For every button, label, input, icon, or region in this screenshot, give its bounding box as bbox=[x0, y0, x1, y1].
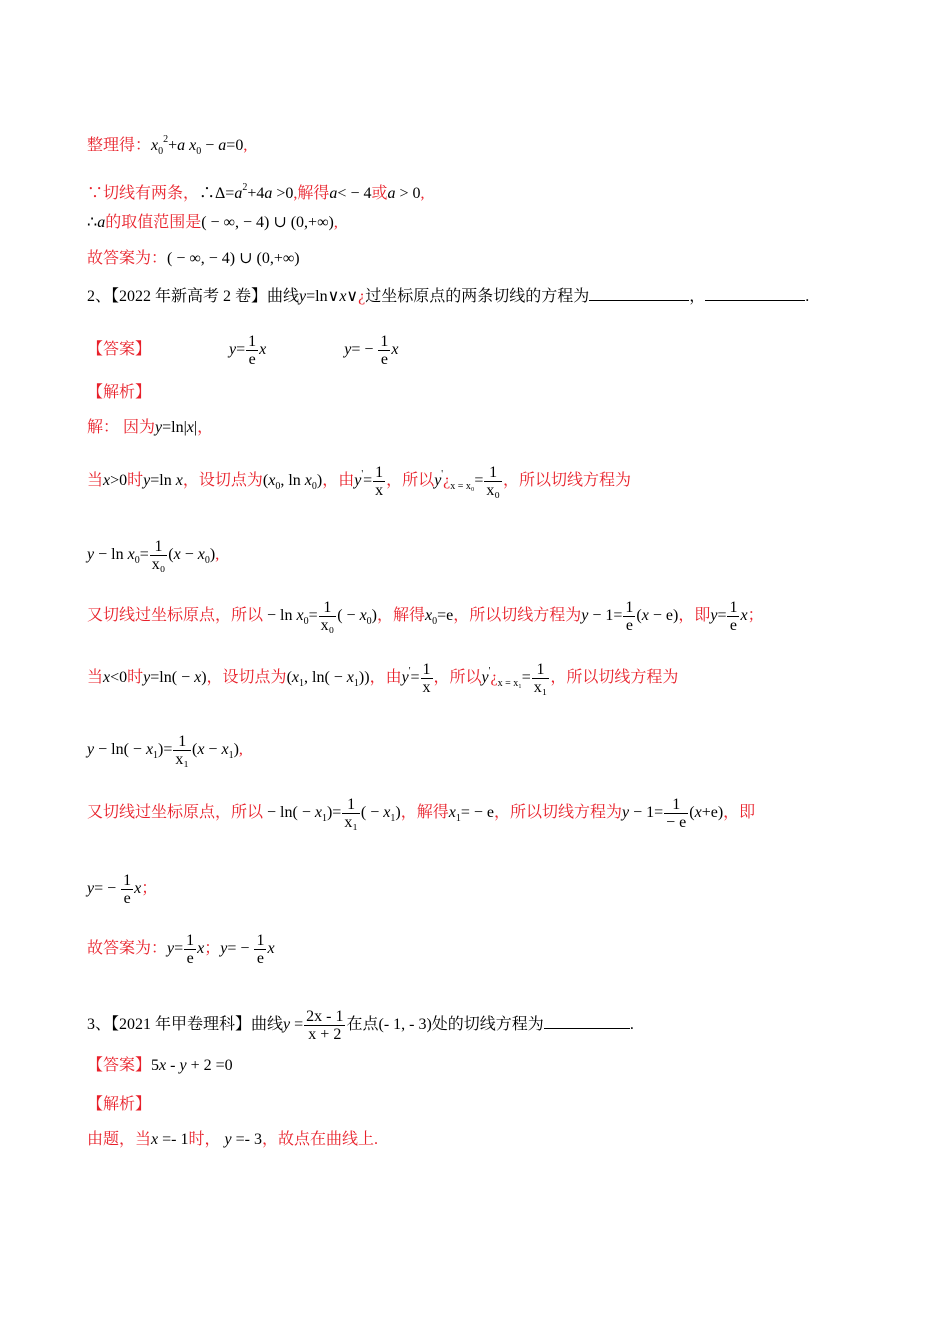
text-line bbox=[87, 1128, 378, 1152]
red-text: 又切线过坐标原点，所以 bbox=[87, 607, 264, 625]
red-text: ； bbox=[141, 880, 158, 898]
math-variable: x bbox=[267, 940, 275, 958]
subscript: 1 bbox=[153, 750, 159, 762]
math-variable: y bbox=[283, 1016, 291, 1034]
text-line bbox=[87, 1093, 151, 1117]
math-text: ， bbox=[689, 288, 706, 305]
math-variable: x bbox=[425, 607, 433, 625]
red-text: ¿ bbox=[490, 669, 498, 686]
math-variable: a x bbox=[177, 137, 197, 154]
math-text: =ln( − bbox=[150, 669, 195, 686]
subscript: 1 bbox=[390, 813, 396, 825]
math-variable: a bbox=[218, 137, 227, 154]
math-variable: y bbox=[87, 741, 95, 759]
numerator: 1 bbox=[173, 733, 191, 751]
red-text: ，解得 bbox=[400, 804, 449, 822]
math-text: ∴Δ= bbox=[199, 185, 235, 202]
text-line bbox=[87, 333, 399, 368]
red-text: 【答案】 bbox=[87, 1057, 152, 1074]
denominator: e bbox=[256, 950, 264, 967]
math-text: ) bbox=[209, 546, 216, 564]
fraction bbox=[150, 538, 168, 573]
math-variable: x bbox=[186, 419, 194, 436]
denominator: e bbox=[123, 890, 131, 907]
superscript: 2 bbox=[242, 182, 248, 193]
math-text: − ln( − bbox=[94, 741, 146, 759]
math-text: | bbox=[193, 419, 198, 436]
answer-blank bbox=[589, 286, 689, 301]
math-variable: x bbox=[268, 472, 276, 489]
math-variable: y bbox=[87, 880, 95, 898]
numerator: 1 bbox=[248, 333, 257, 350]
math-text: − bbox=[201, 137, 219, 154]
numerator: 2x - 1 bbox=[306, 1008, 344, 1025]
red-text: ，即 bbox=[723, 804, 756, 822]
math-variable: x bbox=[304, 472, 312, 489]
math-variable: y bbox=[155, 419, 163, 436]
denominator: x₀ bbox=[486, 481, 500, 499]
answer-blank bbox=[544, 1014, 630, 1029]
denominator: x₀ bbox=[151, 556, 166, 573]
numerator: 1 bbox=[532, 661, 550, 679]
text-line bbox=[87, 211, 338, 235]
fraction bbox=[246, 333, 258, 368]
fraction bbox=[173, 733, 191, 768]
math-text: =ln| bbox=[162, 419, 187, 436]
math-text: +4 bbox=[247, 185, 265, 202]
math-text: − 1= bbox=[588, 607, 623, 625]
math-variable: x bbox=[197, 741, 205, 759]
math-text: = bbox=[521, 669, 531, 686]
red-text: ； bbox=[747, 607, 764, 625]
superscript: ' bbox=[441, 469, 444, 480]
numerator: 1 bbox=[150, 538, 168, 556]
subscript: 1 bbox=[299, 678, 304, 689]
fraction bbox=[184, 932, 196, 967]
denominator: e bbox=[248, 351, 256, 368]
numerator: 1 bbox=[625, 599, 634, 616]
red-text: , bbox=[420, 185, 425, 202]
math-variable: y bbox=[167, 940, 175, 958]
math-variable: x bbox=[127, 546, 135, 564]
math-text: ( bbox=[636, 607, 642, 625]
math-variable: y bbox=[344, 341, 352, 359]
math-text: ∴ bbox=[87, 214, 98, 231]
math-text: − 1= bbox=[629, 804, 664, 822]
math-text: = bbox=[474, 472, 484, 489]
numerator: 1 bbox=[375, 463, 384, 481]
math-variable: y bbox=[710, 607, 718, 625]
math-text: =ln bbox=[150, 472, 176, 489]
subscript: 1 bbox=[353, 678, 359, 689]
math-text: ) bbox=[201, 669, 207, 686]
math-text: ( − ∞, − 4) ∪ (0,+∞) bbox=[201, 214, 334, 231]
red-text: ，所以切线方程为 bbox=[502, 472, 631, 489]
math-variable: y bbox=[87, 546, 95, 564]
math-variable: x bbox=[448, 804, 456, 822]
math-text: 在点(- 1, - 3)处的切线方程为 bbox=[346, 1016, 544, 1034]
math-variable: y bbox=[581, 607, 589, 625]
red-text: , bbox=[238, 741, 243, 759]
math-text: ( bbox=[286, 669, 292, 686]
math-text: = − bbox=[94, 880, 121, 898]
red-text: 或 bbox=[371, 185, 388, 202]
fraction bbox=[378, 333, 390, 368]
math-variable: x bbox=[197, 546, 205, 564]
text-line bbox=[87, 176, 425, 200]
red-text: 由题，当 bbox=[87, 1131, 152, 1148]
fraction bbox=[121, 872, 133, 907]
red-text: 解： 因为 bbox=[87, 419, 156, 436]
math-variable: x bbox=[391, 341, 399, 359]
text-line bbox=[87, 872, 158, 907]
text-line bbox=[87, 796, 756, 831]
numerator: 1 bbox=[484, 464, 502, 482]
denominator: x bbox=[375, 481, 384, 499]
math-text: = bbox=[174, 940, 184, 958]
math-variable: y bbox=[143, 472, 151, 489]
denominator: x + 2 bbox=[308, 1026, 342, 1043]
math-variable: x bbox=[134, 880, 142, 898]
math-text: < − 4 bbox=[337, 185, 372, 202]
math-variable: a bbox=[264, 185, 273, 202]
red-text: ，由 bbox=[369, 669, 402, 686]
math-variable: x bbox=[197, 940, 205, 958]
math-text: )= bbox=[158, 741, 173, 759]
math-text: . bbox=[629, 1016, 634, 1034]
math-variable: x bbox=[259, 341, 267, 359]
math-text: )) bbox=[358, 669, 370, 686]
math-text: ) bbox=[371, 607, 377, 625]
red-text: ，设切点为 bbox=[206, 669, 287, 686]
math-text: − bbox=[180, 546, 198, 564]
math-text: 过坐标原点的两条切线的方程为 bbox=[365, 288, 590, 305]
subscript: 0 bbox=[303, 616, 309, 628]
math-text: =- 1 bbox=[158, 1131, 189, 1148]
math-variable: a bbox=[97, 214, 106, 231]
numerator: 1 bbox=[319, 599, 337, 617]
math-text: = bbox=[139, 546, 149, 564]
subscript: x = x₀ bbox=[450, 481, 475, 492]
text-line bbox=[87, 463, 631, 499]
red-text: ，即 bbox=[678, 607, 711, 625]
superscript: 2 bbox=[163, 134, 169, 145]
math-variable: y bbox=[434, 472, 442, 489]
math-text: =e bbox=[437, 607, 454, 625]
math-text: − e) bbox=[648, 607, 679, 625]
math-text: = bbox=[236, 341, 246, 359]
red-text: ，故点在曲线上. bbox=[261, 1131, 378, 1148]
numerator: 1 bbox=[186, 932, 195, 949]
subscript: 0 bbox=[311, 481, 317, 492]
math-text: = bbox=[410, 669, 420, 686]
math-variable: y bbox=[220, 940, 228, 958]
math-variable: y bbox=[179, 1057, 187, 1074]
denominator: e bbox=[729, 617, 738, 634]
answer-blank bbox=[705, 286, 805, 301]
text-line bbox=[87, 416, 213, 440]
math-text: ( bbox=[191, 741, 198, 759]
math-variable: x bbox=[175, 472, 183, 489]
numerator: 1 bbox=[342, 796, 360, 814]
math-variable: x bbox=[296, 607, 304, 625]
math-text: +e) bbox=[701, 804, 724, 822]
math-text: )= bbox=[326, 804, 342, 822]
denominator: x₁ bbox=[533, 678, 548, 696]
subscript: 0 bbox=[366, 616, 372, 628]
red-text: ； bbox=[204, 940, 221, 958]
red-text: 时 bbox=[127, 472, 144, 489]
math-text: ( bbox=[168, 546, 174, 564]
text-line bbox=[87, 538, 220, 573]
red-text: ，由 bbox=[322, 472, 355, 489]
math-text: <0 bbox=[110, 669, 128, 686]
red-text: ∵切线有两条， bbox=[87, 185, 200, 202]
fraction bbox=[319, 599, 337, 634]
math-text: >0 bbox=[110, 472, 128, 489]
math-variable: x bbox=[103, 669, 111, 686]
text-line bbox=[87, 599, 764, 634]
math-text: − ln( − bbox=[263, 804, 315, 822]
text-line bbox=[87, 285, 809, 309]
denominator: e bbox=[186, 950, 194, 967]
math-variable: x bbox=[314, 804, 322, 822]
math-text: ( − bbox=[360, 804, 384, 822]
red-text: ，设切点为 bbox=[182, 472, 263, 489]
math-text: 2、【2022 年新高考 2 卷】曲线 bbox=[87, 288, 300, 305]
math-text: − bbox=[204, 741, 222, 759]
subscript: 0 bbox=[275, 481, 281, 492]
subscript: 0 bbox=[158, 146, 164, 157]
fraction bbox=[623, 599, 635, 634]
denominator: x₀ bbox=[320, 617, 335, 634]
math-variable: x bbox=[346, 669, 354, 686]
math-variable: x bbox=[151, 1131, 159, 1148]
text-line bbox=[87, 733, 243, 768]
math-variable: x bbox=[194, 669, 202, 686]
math-variable: x bbox=[694, 804, 702, 822]
red-text: , bbox=[333, 214, 338, 231]
math-variable: x bbox=[339, 288, 347, 305]
subscript: 1 bbox=[455, 813, 461, 825]
numerator: 1 bbox=[123, 872, 132, 889]
superscript: ' bbox=[361, 469, 364, 480]
fraction bbox=[342, 796, 360, 831]
math-variable: x bbox=[159, 1057, 167, 1074]
fraction bbox=[421, 661, 433, 696]
red-text: 时， bbox=[188, 1131, 225, 1148]
math-variable: y bbox=[354, 472, 362, 489]
math-text: − ln bbox=[94, 546, 128, 564]
denominator: x bbox=[422, 678, 431, 696]
red-text: , bbox=[215, 546, 220, 564]
numerator: 1 bbox=[422, 660, 431, 678]
math-text: + bbox=[168, 137, 178, 154]
math-text: = bbox=[717, 607, 727, 625]
red-text: ， bbox=[197, 419, 214, 436]
red-text: 故答案为： bbox=[87, 940, 168, 958]
denominator: e bbox=[625, 617, 633, 634]
fraction bbox=[254, 932, 266, 967]
math-text: ( bbox=[262, 472, 269, 489]
denominator: e bbox=[380, 351, 388, 368]
math-variable: x bbox=[151, 137, 159, 154]
superscript: ' bbox=[408, 666, 411, 677]
subscript: 0 bbox=[432, 616, 438, 628]
fraction bbox=[304, 1008, 345, 1043]
red-text: 故答案为： bbox=[87, 250, 168, 267]
math-text: ∨ bbox=[346, 288, 359, 305]
subscript: 1 bbox=[321, 813, 327, 825]
math-text: = bbox=[363, 472, 373, 489]
red-text: 整理得： bbox=[87, 137, 152, 154]
subscript: 0 bbox=[134, 555, 140, 567]
red-text: 【解析】 bbox=[87, 1096, 152, 1113]
red-text: ，所以切线方程为 bbox=[453, 607, 582, 625]
math-text: . bbox=[805, 288, 810, 305]
math-text: = − bbox=[351, 341, 378, 359]
math-text: 3、【2021 年甲卷理科】曲线 bbox=[87, 1016, 284, 1034]
math-variable: x bbox=[221, 741, 229, 759]
fraction bbox=[373, 464, 385, 499]
math-variable: x bbox=[291, 669, 299, 686]
red-text: , bbox=[243, 137, 248, 154]
math-text: , ln( − bbox=[304, 669, 347, 686]
math-variable: a bbox=[329, 185, 338, 202]
math-variable: x bbox=[103, 472, 111, 489]
math-variable: y bbox=[224, 1131, 232, 1148]
math-text: ) bbox=[316, 472, 323, 489]
math-text: =ln∨ bbox=[306, 288, 340, 305]
math-variable: y bbox=[143, 669, 151, 686]
math-text: ( bbox=[689, 804, 695, 822]
math-text: - bbox=[166, 1057, 180, 1074]
math-text: , ln bbox=[280, 472, 305, 489]
red-text: ，所以 bbox=[433, 669, 482, 686]
subscript: 0 bbox=[196, 146, 202, 157]
text-line bbox=[87, 1054, 233, 1078]
math-variable: y bbox=[401, 669, 409, 686]
denominator: − e bbox=[666, 814, 687, 831]
red-text: 当 bbox=[87, 669, 104, 686]
denominator: x₁ bbox=[344, 814, 358, 831]
math-text: = − e bbox=[460, 804, 494, 822]
math-text: >0 bbox=[272, 185, 294, 202]
fraction bbox=[727, 599, 739, 634]
fraction bbox=[484, 464, 502, 499]
numerator: 1 bbox=[380, 333, 389, 350]
numerator: 1 bbox=[729, 599, 738, 616]
math-text: 5 bbox=[151, 1057, 160, 1074]
red-text: ，所以 bbox=[386, 472, 435, 489]
red-text: ,解得 bbox=[293, 185, 330, 202]
red-text: 当 bbox=[87, 472, 104, 489]
text-line bbox=[87, 247, 300, 271]
text-line bbox=[87, 381, 151, 405]
text-line bbox=[87, 128, 248, 157]
subscript: 0 bbox=[204, 555, 210, 567]
red-text: 时 bbox=[127, 669, 144, 686]
fraction bbox=[664, 796, 688, 831]
red-text: ，所以切线方程为 bbox=[550, 669, 679, 686]
red-text: 的取值范围是 bbox=[105, 214, 202, 231]
subscript: 1 bbox=[228, 750, 234, 762]
math-variable: y bbox=[481, 669, 489, 686]
math-text: = bbox=[290, 1016, 304, 1034]
math-variable: y bbox=[299, 288, 307, 305]
math-text: + 2 =0 bbox=[186, 1057, 233, 1074]
math-text: − ln bbox=[263, 607, 297, 625]
red-text: 又切线过坐标原点，所以 bbox=[87, 804, 264, 822]
numerator: 1 bbox=[256, 932, 265, 949]
math-text: =0 bbox=[226, 137, 244, 154]
red-text: 【答案】 bbox=[87, 341, 152, 359]
subscript: x = x₁ bbox=[497, 678, 522, 689]
math-text: = − bbox=[227, 940, 254, 958]
math-variable: x bbox=[359, 607, 367, 625]
text-line bbox=[87, 932, 275, 967]
math-text: = bbox=[308, 607, 318, 625]
text-line bbox=[87, 1008, 634, 1043]
math-variable: y bbox=[229, 341, 237, 359]
math-text: =- 3 bbox=[231, 1131, 262, 1148]
math-variable: x bbox=[173, 546, 181, 564]
math-text: ( − bbox=[337, 607, 360, 625]
text-line bbox=[87, 660, 679, 696]
math-text: ( − ∞, − 4) ∪ (0,+∞) bbox=[167, 250, 300, 267]
red-text: 【解析】 bbox=[87, 384, 152, 401]
math-variable: x bbox=[383, 804, 391, 822]
math-variable: x bbox=[145, 741, 154, 759]
math-text: > 0 bbox=[395, 185, 421, 202]
red-text: ¿ bbox=[358, 288, 366, 305]
numerator: 1 bbox=[664, 796, 688, 814]
math-variable: x bbox=[740, 607, 748, 625]
math-variable: x bbox=[641, 607, 649, 625]
math-text: ) bbox=[233, 741, 239, 759]
red-text: ，解得 bbox=[377, 607, 426, 625]
fraction bbox=[532, 661, 550, 696]
math-variable: a bbox=[234, 185, 243, 202]
denominator: x₁ bbox=[175, 751, 189, 768]
superscript: ' bbox=[488, 666, 491, 677]
math-variable: a bbox=[387, 185, 396, 202]
math-variable: y bbox=[621, 804, 630, 822]
math-text: ) bbox=[395, 804, 401, 822]
red-text: ¿ bbox=[443, 472, 451, 489]
red-text: ，所以切线方程为 bbox=[493, 804, 622, 822]
